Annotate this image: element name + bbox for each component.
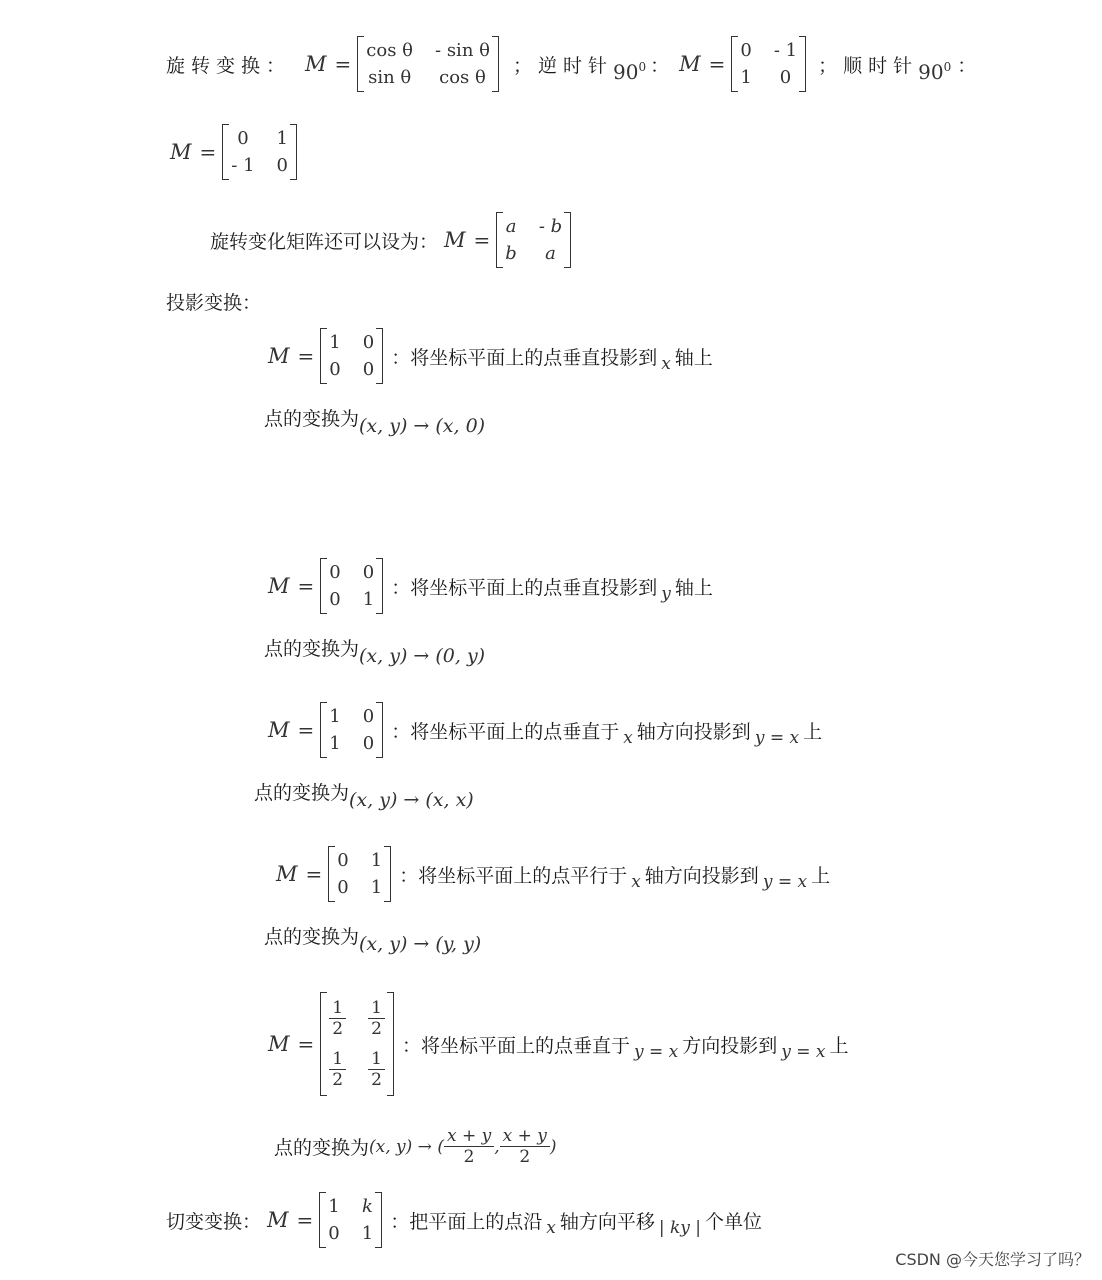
equals-sign: = [473,228,491,252]
projection-point-1 [264,404,486,437]
equals-sign: = [305,862,323,886]
matrix-cell: - sin θ [435,40,490,61]
degree-number: 90 [918,60,944,84]
matrix-cell: 1 [328,1196,340,1217]
matrix-cell: 1 [370,877,383,898]
matrix-cell: k [362,1196,373,1217]
rotation-matrix-general [357,36,499,92]
projection-desc: 轴方向投影到 [636,720,751,743]
projection-desc: 轴方向投影到 [644,864,759,887]
equals-sign: = [708,52,726,76]
point-label: 点的变换为 [264,926,360,948]
matrix-cell: 1 [329,706,341,727]
math-var: y = x [762,872,808,892]
point-label: 点的变换为 [254,782,350,804]
projection-label: 投影变换： [166,292,262,314]
matrix-cell: 0 [329,359,341,380]
projection-matrix [320,558,383,614]
projection-desc: 上 [803,720,823,743]
point-mapping-right: ) [549,1136,557,1157]
fraction-num: 1 [368,998,385,1019]
matrix-symbol: M [268,718,290,742]
projection-item-3 [268,702,822,758]
projection-desc: ：将坐标平面上的点平行于 [399,864,628,887]
fraction-den: 2 [371,1070,382,1090]
rotation-row [166,36,976,92]
projection-item-5 [268,992,848,1096]
matrix-cell: 0 [328,1223,340,1244]
shear-row [166,1192,762,1248]
projection-desc: ：将坐标平面上的点垂直于 [391,720,620,743]
matrix-fraction [329,1049,346,1090]
matrix-cell: 0 [329,589,341,610]
shear-desc: 个单位 [705,1210,763,1233]
matrix-cell: 0 [237,128,249,149]
rotation-label: 旋转变换： [166,54,292,77]
projection-point-3 [254,778,474,811]
matrix-cell: 1 [370,850,383,871]
equals-sign: = [334,52,352,76]
fraction-num: 1 [329,1049,346,1070]
matrix-cell: 0 [276,155,288,176]
math-var: y = x [781,1042,826,1062]
math-var: x [631,872,641,892]
matrix-symbol: M [268,1032,290,1056]
projection-item-1 [268,328,713,384]
matrix-cell: a [505,216,517,237]
projection-matrix [320,328,383,384]
fraction-num: x + y [444,1126,494,1147]
matrix-cell: - 1 [773,40,798,61]
degree-value [613,60,646,84]
math-var: y [661,584,671,604]
math-var: x [661,354,671,374]
fraction-den: 2 [332,1019,344,1039]
matrix-cell: 1 [361,1223,374,1244]
mapping-fraction [500,1126,550,1167]
matrix-symbol: M [267,1208,289,1232]
degree-number: 90 [612,60,639,84]
matrix-symbol: M [444,228,466,252]
rotation-matrix-cw [222,124,297,180]
equals-sign: = [297,718,315,742]
matrix-fraction [329,998,346,1039]
fraction-num: 1 [329,998,346,1019]
point-mapping: (x, y) → (0, y) [359,644,486,667]
ccw-label: ；逆时针 [512,54,613,77]
projection-desc: 轴上 [674,346,713,369]
matrix-fraction [368,998,385,1039]
projection-matrix [328,846,391,902]
matrix-cell: 1 [740,67,752,88]
fraction-den: 2 [463,1147,475,1167]
matrix-cell: 1 [362,589,375,610]
matrix-symbol: M [268,344,290,368]
colon: ： [957,54,977,77]
rotation-alt-row [210,212,571,268]
matrix-symbol: M [679,52,701,76]
mapping-separator: , [494,1136,500,1157]
fraction-num: x + y [500,1126,550,1147]
math-var: x [546,1218,556,1238]
shear-desc: ：把平面上的点沿 [390,1210,543,1233]
projection-heading [166,288,261,315]
rotation-matrix-ccw [731,36,806,92]
matrix-cell: b [505,243,517,264]
fraction-num: 1 [368,1049,385,1070]
equals-sign: = [199,140,217,164]
matrix-cell: 0 [337,850,349,871]
projection-matrix [320,702,383,758]
point-mapping: (x, y) → (x, 0) [359,414,486,437]
matrix-cell: cos θ [439,67,486,88]
projection-desc: 上 [829,1034,849,1057]
fraction-den: 2 [371,1019,382,1039]
matrix-cell: - 1 [231,155,255,176]
point-label: 点的变换为 [264,638,360,660]
matrix-cell: 0 [362,562,375,583]
matrix-cell: 0 [779,67,792,88]
fraction-den: 2 [332,1070,344,1090]
degree-sup: 0 [638,60,647,74]
equals-sign: = [297,344,315,368]
projection-item-2 [268,558,713,614]
point-label: 点的变换为 [264,408,360,430]
matrix-fraction [368,1049,385,1090]
matrix-cell: 0 [337,877,349,898]
math-var: y = x [633,1042,679,1062]
cw-label: ；顺时针 [818,54,919,77]
rotation-cw-row [170,124,297,180]
rotation-matrix-alt [496,212,571,268]
matrix-cell: cos θ [366,40,414,61]
projection-point-4 [264,922,482,955]
math-var: y = x [754,728,800,748]
rotation-alt-label: 旋转变化矩阵还可以设为： [210,230,439,253]
projection-desc: 上 [811,864,831,887]
projection-item-4 [276,846,830,902]
matrix-cell: sin θ [368,67,412,88]
matrix-cell: 1 [329,332,341,353]
projection-desc: ：将坐标平面上的点垂直于 [401,1034,630,1057]
matrix-cell: 0 [329,562,341,583]
projection-desc: 轴上 [674,576,713,599]
matrix-cell: a [545,243,556,264]
projection-point-2 [264,634,486,667]
projection-matrix-fraction [320,992,394,1096]
equals-sign: = [297,574,315,598]
math-var: | ky | [658,1218,701,1238]
degree-value [918,60,951,84]
point-mapping-left: (x, y) → ( [369,1136,444,1157]
colon: ： [650,54,670,77]
shear-matrix [319,1192,382,1248]
matrix-cell: 1 [276,128,288,149]
matrix-cell: 1 [329,733,341,754]
matrix-symbol: M [305,52,327,76]
projection-point-5 [274,1126,557,1167]
csdn-watermark: CSDN @今天您学习了吗？ [895,1250,1090,1269]
matrix-symbol: M [276,862,298,886]
mapping-fraction [444,1126,494,1167]
math-var: x [623,728,633,748]
projection-desc: ：将坐标平面上的点垂直投影到 [391,346,658,369]
matrix-cell: - b [538,216,563,237]
point-mapping: (x, y) → (y, y) [359,932,482,955]
fraction-den: 2 [519,1147,531,1167]
matrix-symbol: M [170,140,192,164]
equals-sign: = [297,1032,315,1056]
matrix-cell: 0 [362,733,375,754]
matrix-cell: 0 [362,359,375,380]
equals-sign: = [296,1208,314,1232]
shear-desc: 轴方向平移 [559,1210,655,1233]
point-label: 点的变换为 [274,1137,370,1159]
matrix-cell: 0 [740,40,752,61]
point-mapping: (x, y) → (x, x) [349,788,474,811]
matrix-symbol: M [268,574,290,598]
shear-label: 切变变换： [166,1210,262,1233]
degree-sup: 0 [943,60,952,74]
matrix-cell: 0 [362,332,375,353]
projection-desc: 方向投影到 [682,1034,778,1057]
matrix-cell: 0 [362,706,375,727]
projection-desc: ：将坐标平面上的点垂直投影到 [391,576,658,599]
